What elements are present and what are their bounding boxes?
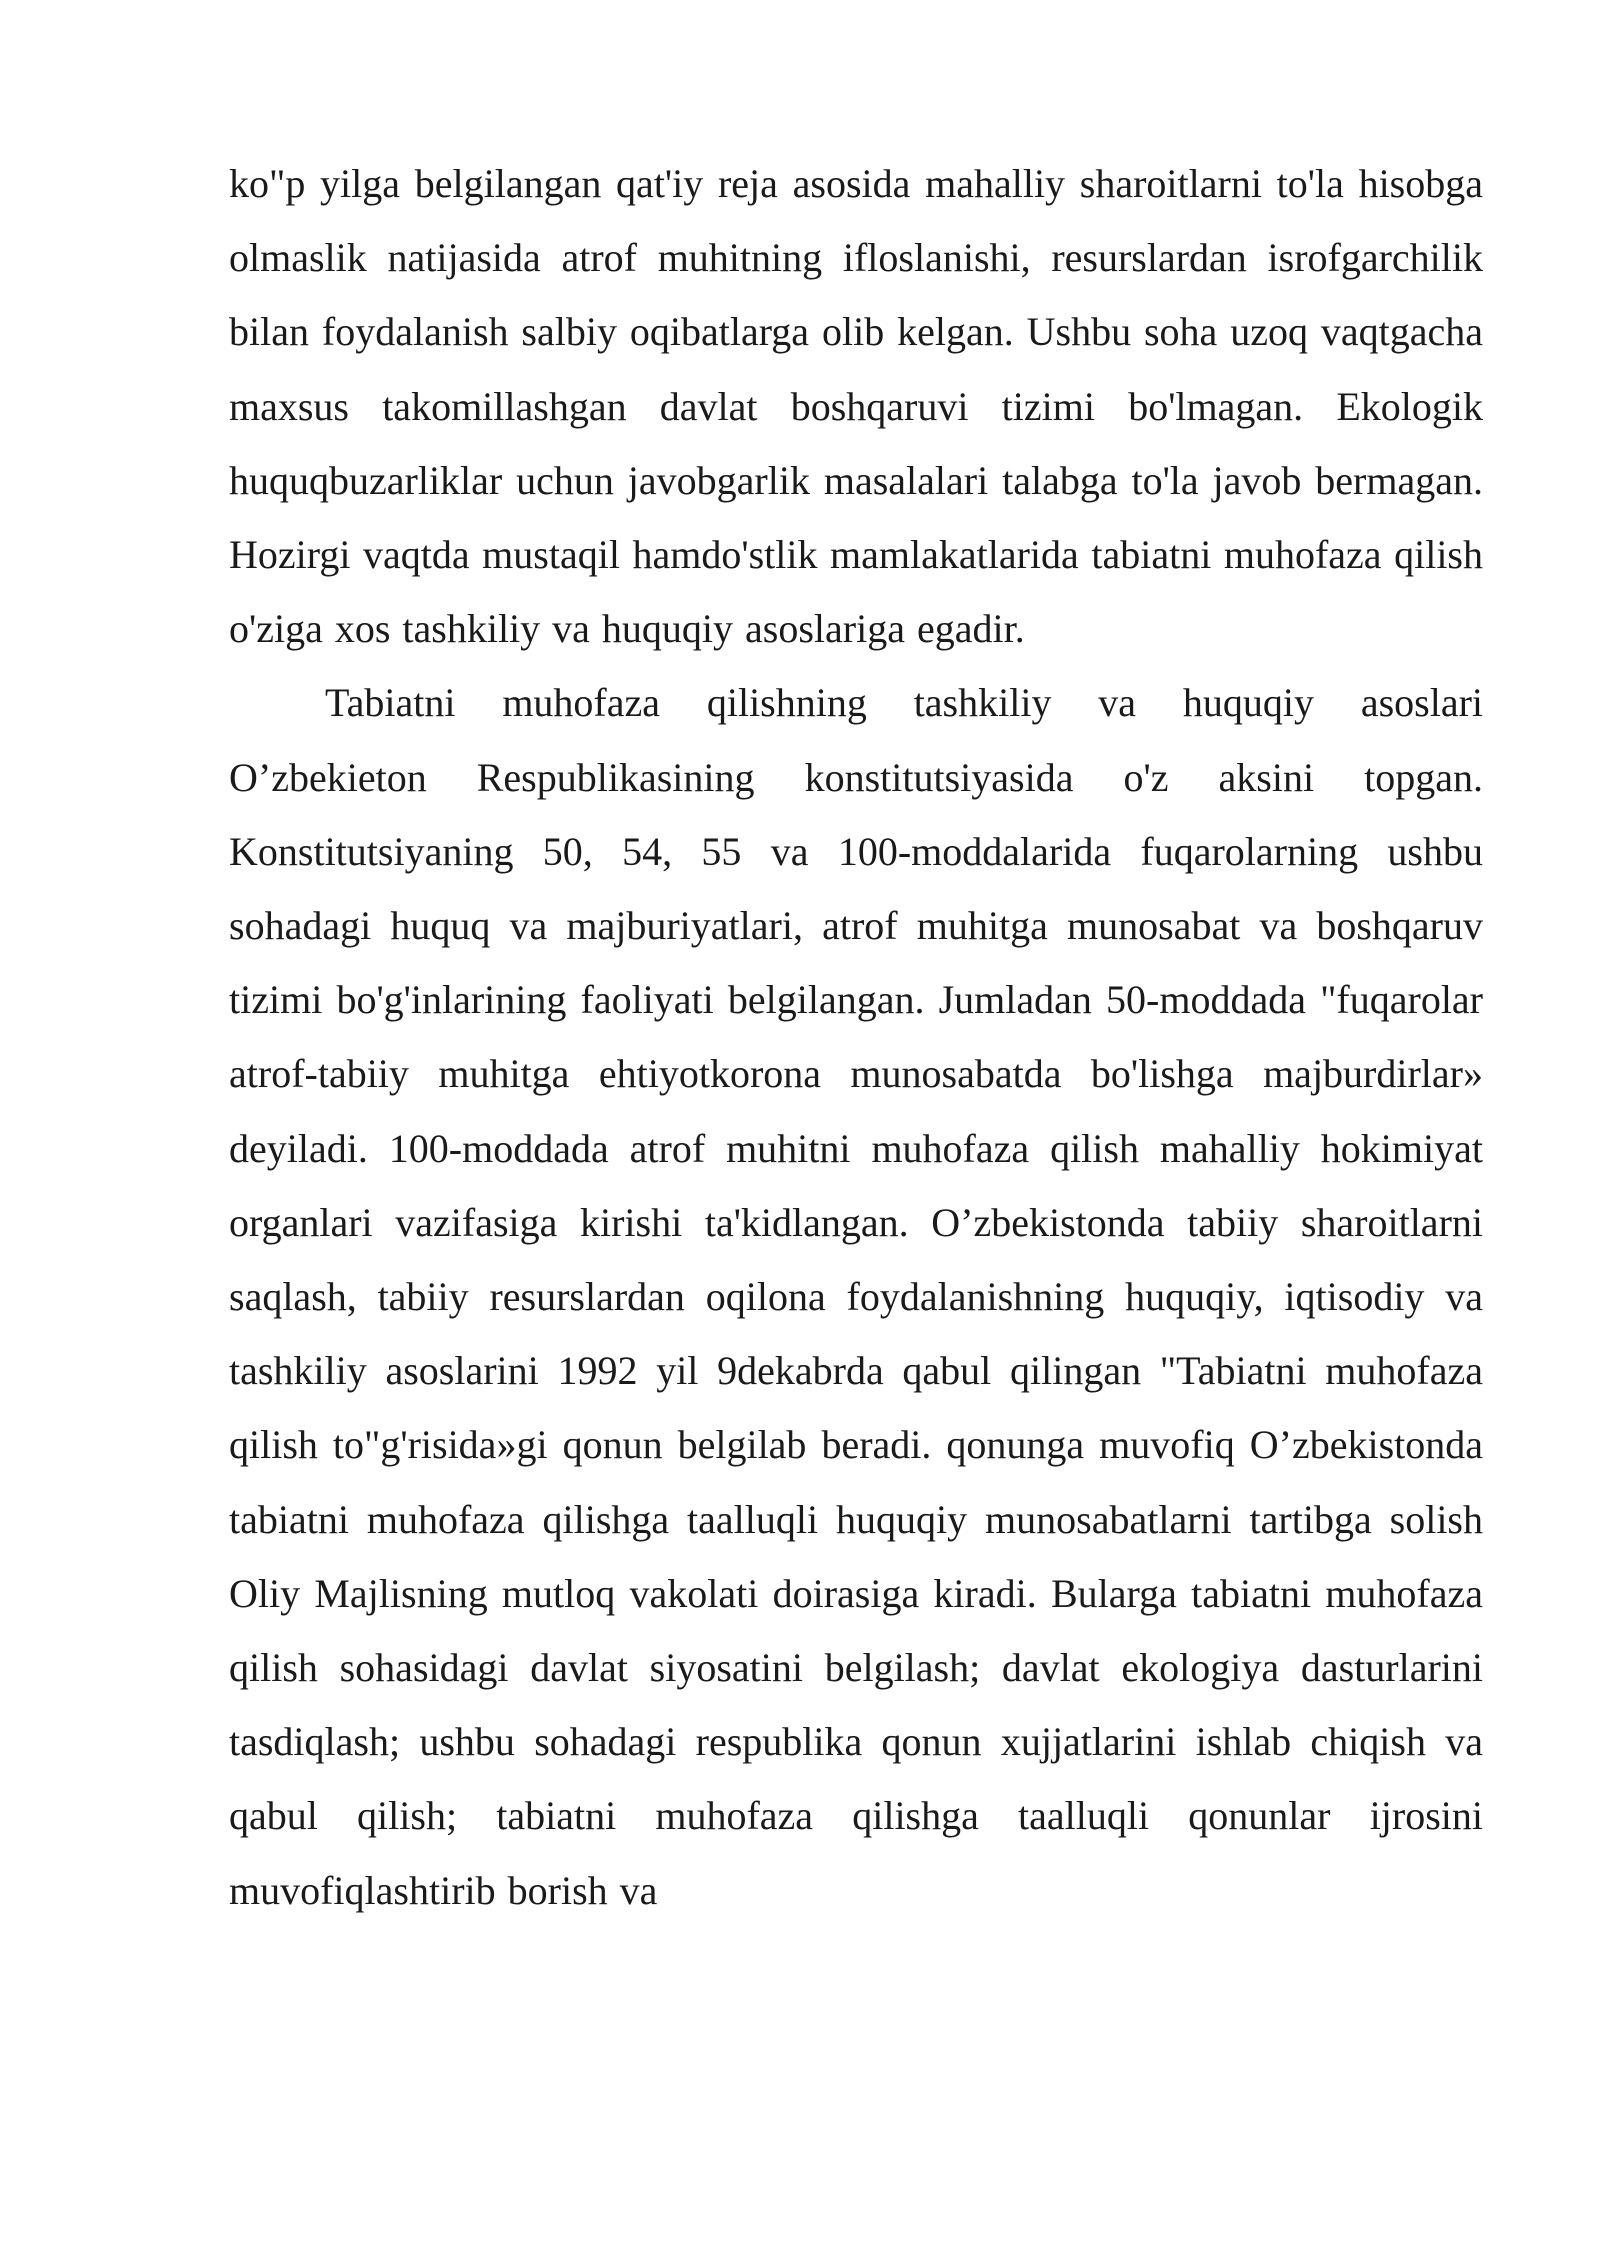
paragraph-2: Tabiatni muhofaza qilishning tashkiliy va huquqiy asoslari O’zbekieton Respublikasining konstitutsiyasida o'z aksini topgan. Konstitutsiyaning 50, 54, 55 va 100-moddalarida fuqarolarning ushbu sohadagi huquq va majburiyatlari, atrof muhitga munosabat va boshqaruv tizimi bo'g'inlarining faoliyati belgilangan. Jumladan 50-moddada "fuqarolar atrof-tabiiy muhitga ehtiyotkorona munosabatda bo'lishga majburdirlar» deyiladi. 100-moddada atrof muhitni muhofaza qilish mahalliy hokimiyat organlari vazifasiga kirishi ta'kidlangan. O’zbekistonda tabiiy sharoitlarni saqlash, tabiiy resurslardan oqilona foydalanishning huquqiy, iqtisodiy va tashkiliy asoslarini 1992 yil 9dekabrda qabul qilingan "Tabiatni muhofaza qilish to"g'risida»gi qonun belgilab beradi. qonunga muvofiq O’zbekistonda tabiatni muhofaza qilishga taalluqli huquqiy munosabatlarni tartibga solish Oliy Majlisning mutloq vakolati doirasiga kiradi. Bularga tabiatni muhofaza qilish sohasidagi davlat siyosatini belgilash; davlat ekologiya dasturlarini tasdiqlash; ushbu sohadagi respublika qonun xujjatlarini ishlab chiqish va qabul qilish; tabiatni muhofaza qilishga taalluqli qonunlar ijrosini muvofiqlashtirib borish va bbox=[229, 680, 1483, 1913]
document-body bbox=[229, 147, 1483, 1928]
paragraph-1: ko"p yilga belgilangan qat'iy reja asosida mahalliy sharoitlarni to'la hisobga olmaslik natijasida atrof muhitning ifloslanishi, resurslardan isrofgarchilik bilan foydalanish salbiy oqibatlarga olib kelgan. Ushbu soha uzoq vaqtgacha maxsus takomillashgan davlat boshqaruvi tizimi bo'lmagan. Ekologik huquqbuzarliklar uchun javobgarlik masalalari talabga to'la javob bermagan. Hozirgi vaqtda mustaqil hamdo'stlik mamlakatlarida tabiatni muhofaza qilish o'ziga xos tashkiliy va huquqiy asoslariga egadir. bbox=[229, 161, 1483, 652]
